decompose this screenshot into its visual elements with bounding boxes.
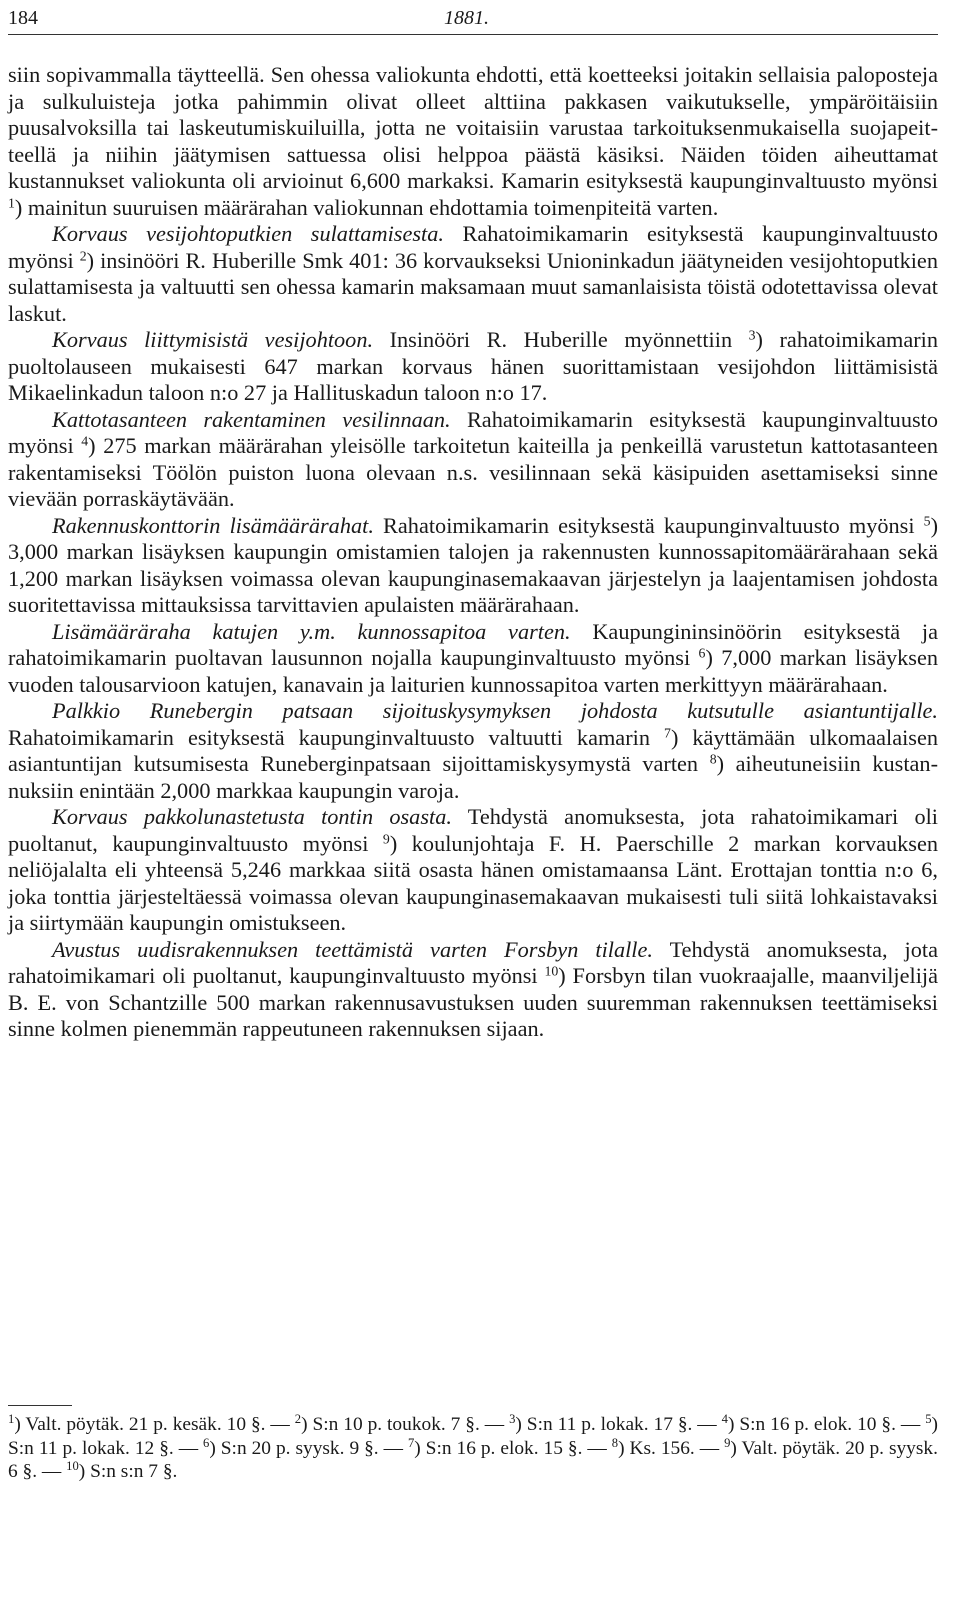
text-run: ) käyttämään ulkomaalaisen asiantuntijan kutsumisesta Runeberginpatsaan sijoittamiskysymystä varten [8,724,939,776]
footnote-ref: 8 [709,751,717,767]
paragraph [8,619,938,699]
text-run: ) Valt. pöytäk. 21 p. kesäk. 10 §. — [14,1414,295,1435]
footnote-ref: 4 [721,1412,728,1427]
section-title: Kattotasanteen rakentaminen vesilinnaan. [52,406,451,432]
text-run: ) Forsbyn tilan vuokraajalle, maanviljelijä B. E. von Schantzille 500 markan rakennusavustuksen uuden suuremman rakennuksen teettämiseksi sinne kolmen pienemmän rappeutuneen rakennuksen sijaan. [8,963,938,1041]
section-title: Avustus uudisrakennuksen teettämistä varten Forsbyn tilalle. [52,936,653,962]
footnote-ref: 1 [8,1412,15,1427]
text-run: ) koulunjohtaja F. H. Paerschille 2 markan korvauksen neliöjalalta eli yhteensä 5,246 markkaa siitä osasta hänen omistamaansa Länt. Erottajan tonttia n:o 6, joka tonttia järjesteltäessä voimassa olevan kaupunginasemakaavan mukaisesti tuli siitä lohkaistavaksi ja siirtymään kaupungin omistukseen. [8,830,939,935]
footnote-ref: 7 [407,1435,415,1450]
text-run: ) S:n 16 p. elok. 10 §. — [727,1414,926,1435]
footnote-ref: 2 [79,247,87,263]
text-run: Kaupungininsinöörin esityksestä ja rahatoimikamarin puoltavan lausunnon nojalla kaupunginvaltuusto myönsi [8,618,938,670]
text-run: ) 275 markan määrärahan yleisölle tarkoitetun kaiteilla ja penkeillä varustetun kattotasanteen rakentamiseksi Töölön puiston luona olevaan n.s. vesilinnaan sekä käsipuiden asettamiseksi sinne vievään porraskäytävään. [8,433,938,511]
footnote-ref: 10 [66,1459,79,1474]
text-run: ) insinööri R. Huberille Smk 401: 36 korvaukseksi Unioninkadun jäätyneiden vesijohtoputkien sulattamisesta ja valtuutti sen ohessa kamarin maksamaan muut samanlaisista töistä odotettavissa olevat laskut. [8,247,938,326]
text-run: ) S:n 10 p. toukok. 7 §. — [301,1414,510,1435]
body-text [8,62,938,1043]
text-run: ) S:n 11 p. lokak. 12 §. — [8,1414,938,1459]
footnote-ref: 7 [664,724,671,740]
paragraph [8,513,938,619]
text-run: ) 3,000 markan lisäyksen kaupungin omistamien talojen ja rakennusten kunnossapitomäärärahaan sekä 1,200 markan lisäyksen voimassa olevan kaupunginasemakaavan järjestelyn ja laajentamisen johdosta suoritettavissa mittauksissa tarvittavien apulaisten määrärahaan. [8,512,938,617]
paragraph [8,804,938,937]
section-title: Lisämääräraha katujen y.m. kunnossapitoa varten. [52,618,571,644]
text-run: ) Ks. 156. — [618,1437,725,1459]
footnote-ref: 2 [294,1412,302,1427]
text-run: siin sopivammalla täytteellä. Sen ohessa valiokunta ehdotti, että koetteeksi joitakin sellaisia paloposteja ja sulkuluisteja jotka pahimmin olivat olleet alttiina pakkasen vaikutukselle, ympäröitäisiin puusalvoksilla tai laskeutumiskuiluilla, jotta ne voitaisiin varustaa tarkoituksenmukaisella suojapeitteellä ja niihin jäätymisen sattuessa olisi helppoa päästä käsiksi. Näiden töiden aiheuttamat kustannukset valiokunta oli arvioinut 6,600 markaksi. Kamarin esityksestä kaupunginvaltuusto myönsi [8,62,938,193]
paragraph [8,407,938,513]
section-title: Korvaus liittymisistä vesijohtoon. [52,327,374,352]
text-run: ) aiheutuneisiin kustannuksiin enintään 2,000 markkaa kaupungin varoja. [8,751,938,803]
text-run: ) S:n s:n 7 §. [78,1461,178,1482]
text-run: ) Valt. pöytäk. 20 p. syysk. 6 §. — [8,1437,938,1482]
page-number: 184 [8,7,38,29]
header-rule [8,34,938,35]
section-title: Palkkio Runebergin patsaan sijoituskysymyksen johdosta kutsutulle asiantuntijalle. [52,698,938,723]
paragraph [8,62,938,221]
page-header [4,4,938,32]
text-run: Rahatoimikamarin esityksestä kaupunginvaltuusto myönsi [8,221,938,273]
footnote-text [8,1413,938,1484]
footnote-ref: 10 [544,963,559,979]
footnote-ref: 1 [8,194,15,210]
text-run: Rahatoimikamarin esityksestä kaupunginvaltuusto valtuutti kamarin [8,724,665,750]
text-run: ) S:n 16 p. elok. 15 §. — [414,1437,612,1459]
paragraph [8,937,938,1043]
text-run: Tehdystä anomuksesta, jota rahatoimikamari oli puoltanut, kaupunginvaltuusto myönsi [8,804,938,856]
section-title: Korvaus vesijohtoputkien sulattamisesta. [52,221,444,246]
text-run: Rahatoimikamarin esityksestä kaupunginvaltuusto myönsi [373,512,924,538]
footnote-ref: 9 [382,830,390,846]
footnote-ref: 4 [81,433,89,449]
text-run: Tehdystä anomuksesta, jota rahatoimikamari oli puoltanut, kaupunginvaltuusto myönsi [8,936,938,988]
text-run: ) 7,000 markan lisäyksen vuoden talousarvioon katujen, kanavain ja laiturien kunnossapitoa varten merkittyyn määrärahaan. [8,645,939,697]
footnote-ref: 3 [509,1412,516,1427]
text-run: ) rahatoimikamarin puoltolauseen mukaisesti 647 markan korvaus hänen suorittamistaan vesijohdon liittämisistä Mikaelinkadun taloon n:o 27 ja Hallituskadun taloon n:o 17. [8,327,938,405]
footnote-ref: 8 [611,1435,619,1450]
section-title: Korvaus pakkolunastetusta tontin osasta. [52,804,452,829]
footnote-ref: 5 [923,512,931,528]
footnotes [8,1413,938,1484]
section-title: Rakennuskonttorin lisämäärärahat. [52,512,374,538]
text-run: ) S:n 20 p. syysk. 9 §. — [209,1437,408,1459]
footnote-ref: 6 [698,645,706,661]
footnote-ref: 6 [203,1435,210,1450]
footnote-rule [8,1405,72,1406]
text-run: Rahatoimikamarin esityksestä kaupunginvaltuusto myönsi [8,406,938,458]
text-run: ) S:n 11 p. lokak. 17 §. — [515,1414,722,1435]
text-run: Insinööri R. Huberille myönnettiin [373,327,749,352]
footnote-ref: 3 [748,327,756,343]
footnote-ref: 5 [925,1412,932,1427]
text-run: ) mainitun suuruisen määrärahan valiokunnan ehdottamia toimenpiteitä varten. [14,194,719,220]
paragraph [8,221,938,327]
paragraph [8,327,938,407]
running-head-year: 1881. [444,7,489,29]
paragraph [8,698,938,804]
footnote-ref: 9 [724,1435,731,1450]
